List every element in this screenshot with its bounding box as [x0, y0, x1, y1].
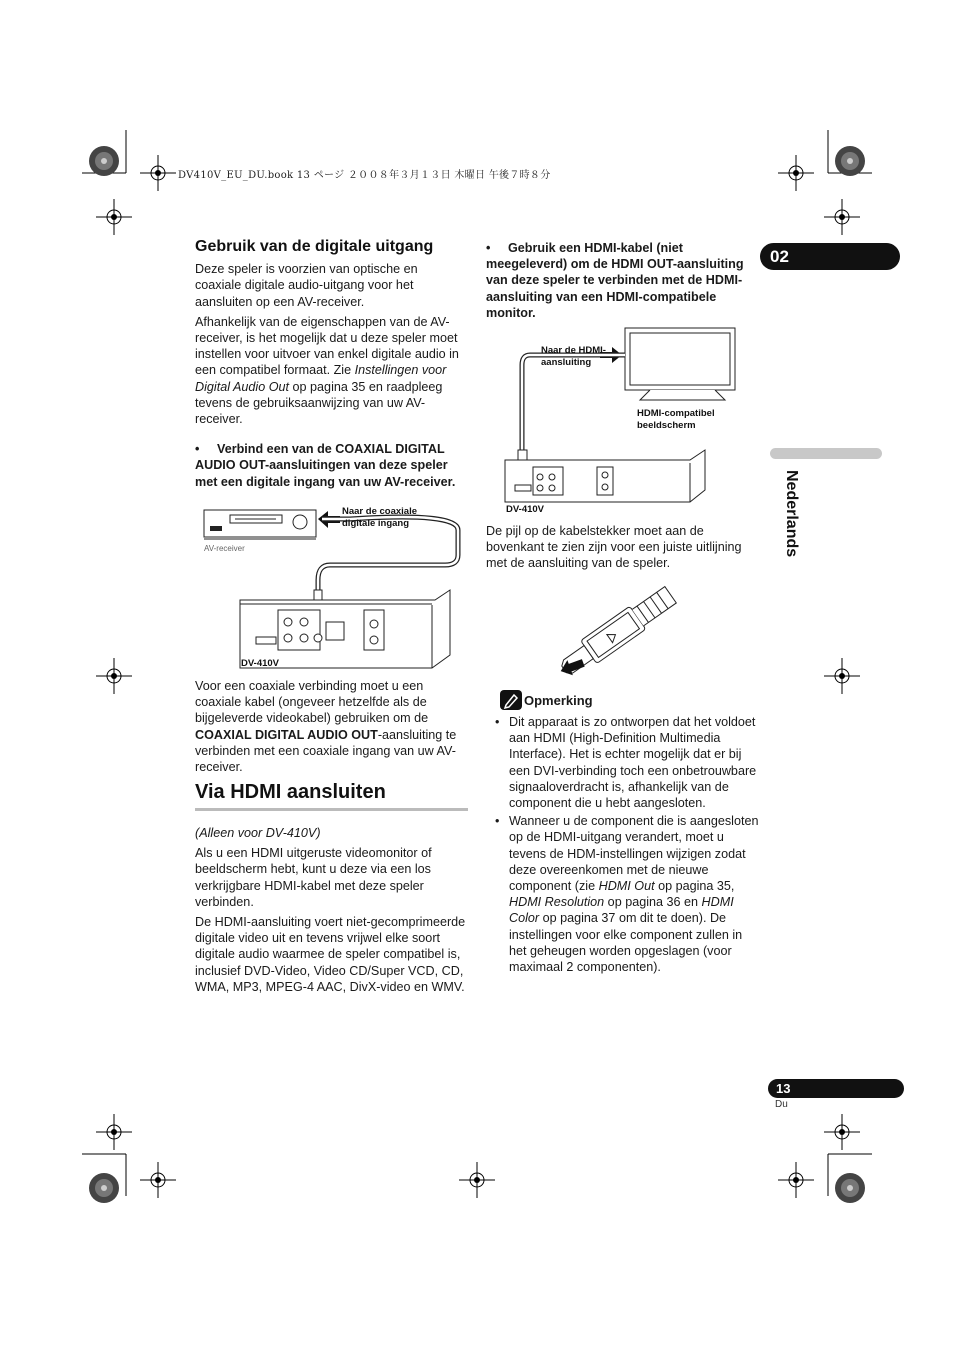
left-column-hdmi	[195, 825, 467, 999]
receiver-label: AV-receiver	[204, 544, 245, 553]
paragraph: Deze speler is voorzien van optische en coaxiale digitale audio-uitgang voor het aansluiten op een AV-receiver.	[195, 262, 418, 309]
left-column	[195, 239, 467, 490]
arrow-label-hdmi: Naar de HDMI-aansluiting	[541, 345, 606, 368]
print-header: DV410V_EU_DU.book 13 ページ ２００８年３月１３日 木曜日 午後７時８分	[178, 170, 551, 181]
hdmi-plug-illustration	[552, 583, 692, 678]
language-tab: Nederlands	[783, 470, 800, 558]
right-column-para	[486, 523, 758, 576]
paragraph: Afhankelijk van de eigenschappen van de AV-receiver, is het mogelijk dat u deze speler moet instellen voor uitvoer van enkel digitale audio in een compatibel formaat. Zie Instellingen voor Digital Audio Out op pagina 35 en raadpleeg tevens de gebruiksaanwijzing van uw AV-receiver.	[195, 314, 459, 427]
chapter-tab: 02	[760, 243, 900, 270]
note-item: • Dit apparaat is zo ontworpen dat het voldoet aan HDMI (High-Definition Multimedia Interface). Het is echter mogelijk dat er bij een DVI-verbinding toch een onbetrouwbare signaaloverdracht is, afhankelijk van de component die u hebt aangesloten.	[495, 714, 759, 811]
page-language-code: Du	[775, 1099, 788, 1110]
right-column	[486, 240, 758, 321]
paragraph: De pijl op de kabelstekker moet aan de bovenkant te zien zijn voor een juiste uitlijning met de aansluiting van de speler.	[486, 524, 742, 571]
player-label: DV-410V	[506, 504, 545, 515]
instruction-bullet: • Verbind een van de COAXIAL DIGITAL AUDIO OUT-aansluitingen van deze speler met een digitale ingang van uw AV-receiver.	[195, 442, 456, 489]
paragraph: (Alleen voor DV-410V)	[195, 826, 321, 840]
note-list	[495, 714, 759, 975]
page-number: 13	[768, 1079, 904, 1098]
section-heading-hdmi: Via HDMI aansluiten	[195, 781, 386, 803]
section-heading-digital: Gebruik van de digitale uitgang	[195, 238, 434, 255]
paragraph: Als u een HDMI uitgeruste videomonitor of beeldscherm hebt, kunt u deze via een los verkrijgbare HDMI-kabel met deze speler verbinden.	[195, 846, 432, 909]
player-label: DV-410V	[241, 658, 280, 669]
left-column-lower	[195, 678, 467, 779]
note-title: Opmerking	[524, 693, 593, 708]
paragraph: De HDMI-aansluiting voert niet-gecomprimeerde digitale video uit en tevens vrijwel elke soort digitale audio waarmee de speler compatibel is, inclusief DVD-Video, Video CD/Super VCD, CD, WMA, MP3, MPEG-4 AAC, DivX-video en WMV.	[195, 915, 466, 994]
heading-rule	[195, 808, 468, 811]
instruction-bullet: • Gebruik een HDMI-kabel (niet meegeleverd) om de HDMI OUT-aansluiting van deze speler te verbinden met de HDMI-aansluiting van een HDMI-compatibele monitor.	[486, 241, 744, 320]
monitor-label: HDMI-compatibel beeldscherm	[637, 408, 715, 431]
note-list-container	[495, 714, 759, 977]
hdmi-diagram	[500, 325, 745, 520]
coaxial-diagram	[200, 500, 466, 675]
paragraph: Voor een coaxiale verbinding moet u een coaxiale kabel (ongeveer hetzelfde als de bijgeleverde videokabel) gebruiken om de COAXIAL DIGITAL AUDIO OUT-aansluiting te verbinden met een coaxiale ingang van uw AV-receiver.	[195, 679, 457, 775]
language-tab-bar	[770, 448, 882, 459]
arrow-label-coaxial: Naar de coaxiale digitale ingang	[342, 506, 417, 529]
note-icon	[500, 690, 522, 710]
note-item: • Wanneer u de component die is aangesloten op de HDMI-uitgang verandert, moet u tevens de HDM-instellingen wijzigen zodat deze overeenkomen met de nieuwe component (zie HDMI Out op pagina 35, HDMI Resolution op pagina 36 en HDMI Color op pagina 37 om dit te doen). De instellingen voor elke component zullen in het geheugen worden opgeslagen (voor maximaal 2 componenten).	[495, 813, 759, 975]
